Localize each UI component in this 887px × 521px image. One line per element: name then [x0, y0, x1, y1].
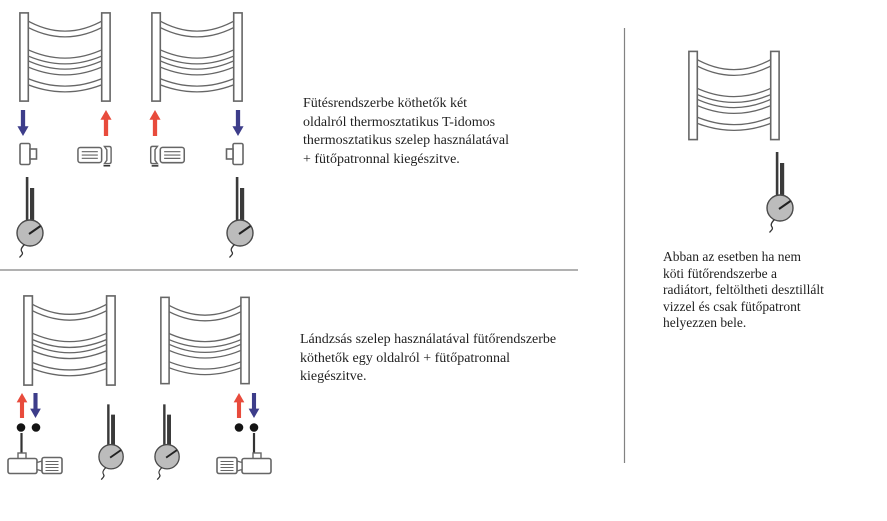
towel-radiator-icon — [689, 51, 779, 139]
flow-up-arrow-icon — [234, 393, 245, 418]
description-one-side-connection — [300, 331, 600, 387]
flow-down-arrow-icon — [17, 110, 28, 136]
connection-dot-icon — [235, 423, 244, 432]
description-line: Fütésrendszerbe köthetők két — [303, 96, 468, 111]
towel-radiator-icon — [152, 13, 242, 101]
description-line: vizzel és csak fütőpatront — [663, 298, 801, 314]
heating-cartridge-icon — [99, 404, 123, 479]
flow-down-arrow-icon — [249, 393, 260, 418]
connection-dot-icon — [17, 423, 26, 432]
description-line: oldalról thermosztatikus T-idomos — [303, 114, 496, 130]
diagram-one-side-connection — [8, 296, 271, 480]
heating-cartridge-icon — [767, 152, 793, 233]
connection-dot-icon — [250, 423, 259, 432]
thermostatic-valve-icon — [151, 146, 185, 165]
description-line: thermosztatikus szelep használatával — [303, 133, 510, 148]
description-line: köti fütőrendszerbe a — [663, 265, 777, 281]
description-line: Abban az esetben ha nem — [663, 249, 801, 264]
lance-valve-icon — [217, 453, 271, 474]
flow-up-arrow-icon — [149, 110, 160, 136]
description-line: helyezzen bele. — [663, 315, 747, 330]
thermostatic-valve-icon — [78, 147, 111, 166]
towel-radiator-icon — [20, 13, 110, 101]
heating-cartridge-icon — [227, 177, 253, 258]
heating-cartridge-icon — [17, 177, 43, 258]
flow-down-arrow-icon — [232, 110, 243, 136]
heating-cartridge-icon — [155, 404, 179, 479]
description-two-side-connection — [303, 95, 593, 169]
description-line: radiátort, feltöltheti desztillált — [663, 282, 824, 297]
diagram-two-side-connection — [17, 13, 253, 258]
t-fitting-icon — [227, 144, 244, 165]
towel-radiator-icon — [161, 297, 249, 383]
flow-down-arrow-icon — [30, 393, 41, 418]
t-fitting-icon — [20, 144, 37, 165]
description-line: Lándzsás szelep használatával fütőrendszerbe — [300, 332, 557, 347]
flow-up-arrow-icon — [100, 110, 111, 136]
description-line: kiegészitve. — [300, 369, 367, 384]
connection-dot-icon — [32, 423, 41, 432]
diagram-standalone-electric — [689, 51, 793, 232]
description-line: + fütőpatronnal kiegészitve. — [303, 151, 460, 167]
towel-radiator-icon — [24, 296, 115, 385]
lance-valve-icon — [8, 453, 62, 474]
description-line: köthetők egy oldalról + fütőpatronnal — [300, 350, 511, 366]
flow-up-arrow-icon — [17, 393, 28, 418]
description-standalone-electric — [663, 249, 881, 332]
